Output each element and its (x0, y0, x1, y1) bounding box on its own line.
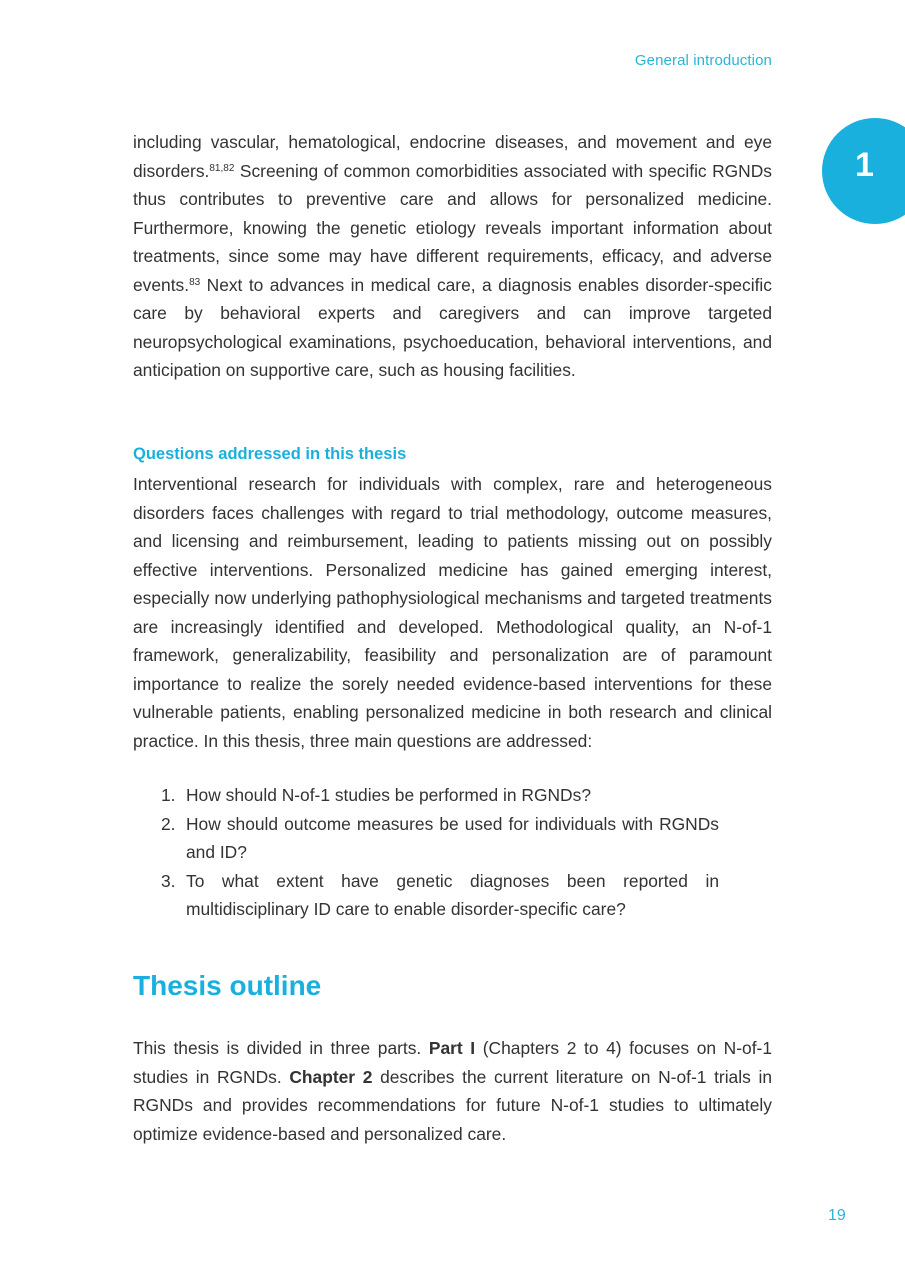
outline-paragraph (133, 1034, 772, 1148)
questions-paragraph: Interventional research for individuals with complex, rare and heterogeneous disorders faces challenges with regard to trial methodology, outcome measures, and licensing and reimbursement, leading to patients missing out on possibly effective interventions. Personalized medicine has gained emerging interest, especially now underlying pathophysiological mechanisms and targeted treatments are increasingly identified and developed. Methodological quality, an N-of-1 framework, generalizability, feasibility and personalization are of paramount importance to realize the sorely needed evidence-based interventions for these vulnerable patients, enabling personalized medicine in both research and clinical practice. In this thesis, three main questions are addressed: (133, 474, 772, 751)
thesis-outline-title: Thesis outline (133, 970, 322, 1001)
page-number: 19 (828, 1207, 846, 1224)
intro-text-a: including vascular, hematological, endocrine diseases, and movement and eye disorders. (133, 132, 772, 181)
list-item-text: How should outcome measures be used for individuals with RGNDs and ID? (186, 813, 719, 862)
intro-text-b: Screening of common comorbidities associated with specific RGNDs thus contributes to preventive care and allows for personalized medicine. Furthermore, knowing the genetic etiology reveals important information about treatments, since some may have different requirements, efficacy, and adverse events. (133, 160, 772, 295)
list-item-number: 3. (161, 870, 176, 891)
outline-text-1: This thesis is divided in three parts. (133, 1038, 429, 1058)
intro-paragraph (133, 128, 772, 385)
outline-text-3: describes the current literature on N-of-1 trials in RGNDs and provides recommendations for future N-of-1 studies to ultimately optimize evidence-based and personalized care. (133, 1066, 772, 1144)
intro-text-c: Next to advances in medical care, a diagnosis enables disorder-specific care by behavioral experts and caregivers and can improve targeted neuropsychological examinations, psychoeducation, behavioral interventions, and anticipation on supportive care, such as housing facilities. (133, 274, 772, 380)
outline-bold-chapter-2: Chapter 2 (289, 1066, 373, 1087)
chapter-tab (822, 118, 905, 224)
chapter-number: 1 (855, 146, 874, 184)
outline-bold-part-1: Part I (428, 1038, 476, 1058)
outline-text-2: (Chapters 2 to 4) focuses on N-of-1 studies in RGNDs. (133, 1038, 772, 1087)
reference-83: 83 (189, 276, 201, 288)
reference-81-82: 81,82 (209, 162, 235, 174)
list-item (151, 781, 719, 810)
list-item-number: 1. (161, 785, 176, 805)
list-item (151, 867, 719, 924)
list-item (151, 810, 719, 867)
questions-list (151, 781, 719, 924)
list-item-text: To what extent have genetic diagnoses been reported in multidisciplinary ID care to enable disorder-specific care? (186, 870, 719, 919)
list-item-text: How should N-of-1 studies be performed in RGNDs? (186, 785, 591, 805)
list-item-number: 2. (161, 813, 176, 834)
questions-heading: Questions addressed in this thesis (133, 445, 407, 463)
running-head: General introduction (634, 52, 772, 69)
